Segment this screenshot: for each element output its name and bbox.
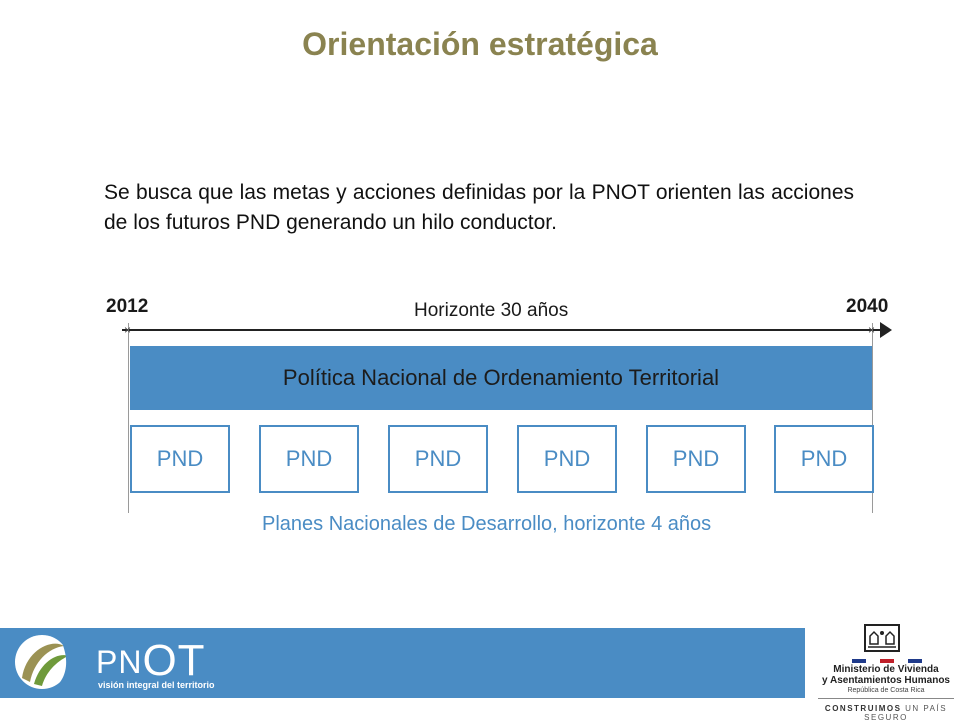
logo-prefix: PN (96, 644, 143, 680)
body-line-1: Se busca que las metas y acciones definidas por la PNOT orienten las (104, 181, 765, 204)
ministry-country: República de Costa Rica (847, 687, 925, 694)
ministry-name-line-2: y Asentamientos Humanos (822, 675, 950, 686)
pnd-box: PND (388, 425, 488, 493)
logo-tagline: visión integral del territorio (98, 680, 215, 690)
ministry-motto (812, 704, 960, 722)
pnd-box: PND (517, 425, 617, 493)
ministry-name (812, 664, 960, 686)
timeline-arrow-head (880, 322, 892, 338)
pnot-logo-icon (12, 628, 84, 698)
motto-rest: UN PAÍS SEGURO (864, 704, 948, 722)
logo-suffix: OT (142, 636, 206, 685)
pnot-logo-text (96, 636, 206, 686)
pnd-box: PND (774, 425, 874, 493)
start-year-label: 2012 (106, 296, 149, 317)
pnd-box: PND (130, 425, 230, 493)
slide-title: Orientación estratégica (302, 26, 658, 62)
pnd-caption: Planes Nacionales de Desarrollo, horizonte 4 años (262, 513, 712, 535)
start-tick-mark: × (124, 323, 132, 337)
ministry-emblem-icon (864, 624, 900, 652)
ministry-divider (818, 698, 954, 699)
timeline-arrow-line (122, 329, 886, 331)
ministry-logo (812, 620, 960, 720)
body-line-2: acciones de los futuros PND generando un hilo conductor. (104, 181, 854, 234)
motto-bold: CONSTRUIMOS (824, 704, 902, 713)
end-year-label: 2040 (846, 296, 889, 317)
pnd-box: PND (259, 425, 359, 493)
end-tick-mark: × (868, 323, 876, 337)
horizon-label: Horizonte 30 años (414, 300, 569, 321)
pnd-box: PND (646, 425, 746, 493)
policy-bar-label: Política Nacional de Ordenamiento Territorial (282, 365, 720, 390)
ministry-name-line-1: Ministerio de Vivienda (833, 664, 939, 675)
policy-bar (130, 346, 872, 410)
pnd-row (0, 425, 960, 493)
